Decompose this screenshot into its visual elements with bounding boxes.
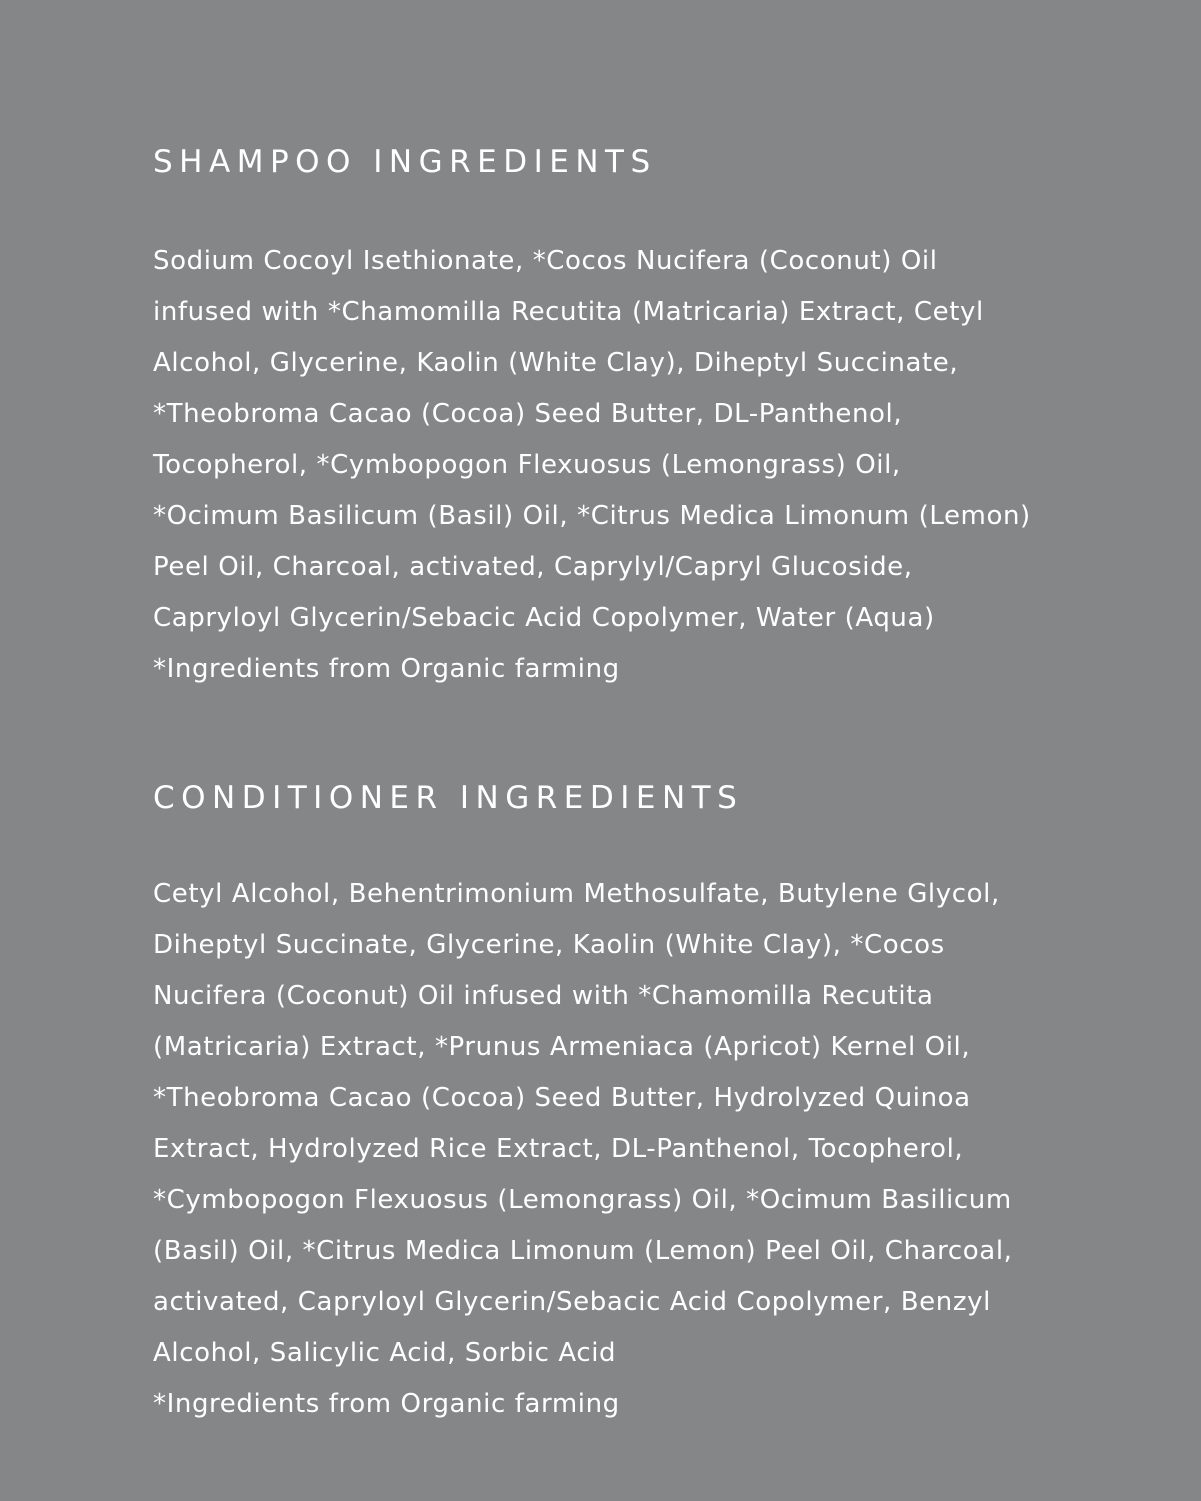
conditioner-ingredients-section: [153, 776, 1073, 1430]
shampoo-organic-footnote: *Ingredients from Organic farming: [153, 654, 620, 684]
conditioner-ingredients-line: Alcohol, Salicylic Acid, Sorbic Acid: [153, 1338, 617, 1368]
conditioner-ingredients-line: Diheptyl Succinate, Glycerine, Kaolin (White Clay), *Cocos: [153, 930, 945, 960]
shampoo-ingredients-line: *Theobroma Cacao (Cocoa) Seed Butter, DL-Panthenol,: [153, 399, 903, 429]
conditioner-ingredients-list: [153, 869, 1073, 1430]
conditioner-ingredients-line: Nucifera (Coconut) Oil infused with *Chamomilla Recutita: [153, 981, 934, 1011]
conditioner-ingredients-heading: CONDITIONER INGREDIENTS: [153, 780, 744, 816]
shampoo-ingredients-line: infused with *Chamomilla Recutita (Matricaria) Extract, Cetyl: [153, 297, 984, 327]
shampoo-ingredients-line: Peel Oil, Charcoal, activated, Caprylyl/Capryl Glucoside,: [153, 552, 913, 582]
shampoo-ingredients-section: [153, 140, 1073, 695]
shampoo-ingredients-line: Alcohol, Glycerine, Kaolin (White Clay), Diheptyl Succinate,: [153, 348, 959, 378]
conditioner-ingredients-line: Extract, Hydrolyzed Rice Extract, DL-Panthenol, Tocopherol,: [153, 1134, 964, 1164]
shampoo-ingredients-line: *Ocimum Basilicum (Basil) Oil, *Citrus Medica Limonum (Lemon): [153, 501, 1031, 531]
shampoo-ingredients-line: Capryloyl Glycerin/Sebacic Acid Copolymer, Water (Aqua): [153, 603, 935, 633]
shampoo-ingredients-heading: SHAMPOO INGREDIENTS: [153, 144, 657, 180]
shampoo-ingredients-line: Tocopherol, *Cymbopogon Flexuosus (Lemongrass) Oil,: [153, 450, 901, 480]
conditioner-ingredients-line: *Cymbopogon Flexuosus (Lemongrass) Oil, *Ocimum Basilicum: [153, 1185, 1012, 1215]
conditioner-organic-footnote: *Ingredients from Organic farming: [153, 1389, 620, 1419]
shampoo-ingredients-line: Sodium Cocoyl Isethionate, *Cocos Nucifera (Coconut) Oil: [153, 246, 938, 276]
conditioner-ingredients-line: (Basil) Oil, *Citrus Medica Limonum (Lemon) Peel Oil, Charcoal,: [153, 1236, 1013, 1266]
conditioner-ingredients-line: activated, Capryloyl Glycerin/Sebacic Acid Copolymer, Benzyl: [153, 1287, 991, 1317]
conditioner-ingredients-line: Cetyl Alcohol, Behentrimonium Methosulfate, Butylene Glycol,: [153, 879, 1000, 909]
shampoo-ingredients-list: [153, 236, 1073, 695]
conditioner-ingredients-line: (Matricaria) Extract, *Prunus Armeniaca (Apricot) Kernel Oil,: [153, 1032, 971, 1062]
conditioner-ingredients-line: *Theobroma Cacao (Cocoa) Seed Butter, Hydrolyzed Quinoa: [153, 1083, 971, 1113]
